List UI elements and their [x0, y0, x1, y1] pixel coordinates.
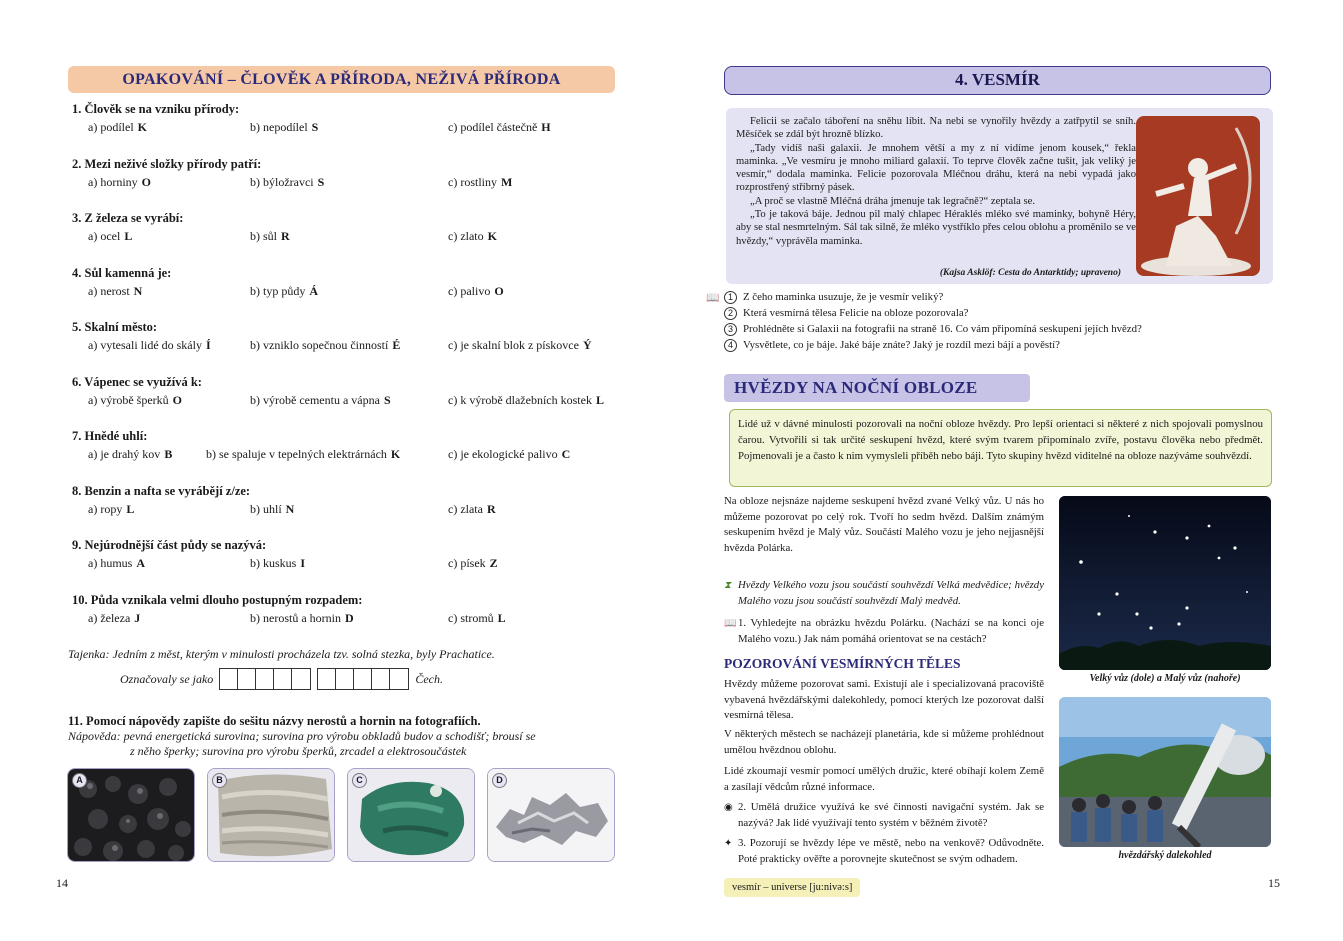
mineral-photo-coal	[67, 768, 195, 862]
answer-prefix: Označovaly se jako	[120, 671, 214, 686]
option-text: a) je drahý kov	[88, 447, 161, 461]
mineral-photo-silver	[487, 768, 615, 862]
option-text: a) železa	[88, 610, 131, 625]
option-letter: D	[344, 610, 354, 625]
option-letter: Ý	[582, 338, 592, 352]
big-dipper-text: Na obloze nejsnáze najdeme seskupení hvězd zvané Velký vůz. U nás ho můžeme pozorovat po celý rok. Tvoří ho sedm hvězd. Dalším známým seskupením hvězd je Malý vůz. Součástí Malého vozu je jeho nejjasnější hvězda Polárka.	[724, 495, 1044, 554]
option-text: b) býložravci	[250, 174, 314, 189]
lightbulb-icon: ✦	[724, 838, 733, 849]
option-text: a) podílel	[88, 120, 134, 134]
story-text	[736, 115, 1136, 248]
question-title: 6. Vápenec se využívá k:	[72, 374, 202, 389]
option-text: a) vytesali lidé do skály	[88, 338, 202, 352]
telescope-caption: hvězdářský dalekohled	[1118, 850, 1212, 861]
option-c	[448, 284, 504, 299]
note-text: Hvězdy Velkého vozu jsou součástí souhvězdí Velká medvědice; hvězdy Malého vozu jsou součástí souhvězdí Malý medvěd.	[738, 579, 1044, 607]
option-text: c) k výrobě dlažebních kostek	[448, 392, 592, 407]
option-b	[206, 447, 400, 462]
option-letter: J	[134, 610, 141, 625]
metal-ore-image	[488, 769, 615, 862]
gneiss-image	[208, 769, 335, 862]
option-b	[250, 120, 318, 135]
option-text: a) ropy	[88, 501, 123, 516]
question-options	[72, 229, 632, 247]
option-text: c) podílel částečně	[448, 120, 538, 134]
question-text: Prohlédněte si Galaxii na fotografii na straně 16. Co vám připomíná seskupení jejích hvězd?	[743, 323, 1142, 335]
book-icon: 📖	[724, 618, 737, 629]
question-number: 4	[724, 339, 737, 352]
quiz-question	[72, 319, 632, 374]
option-letter: S	[317, 174, 325, 189]
option-a	[88, 611, 140, 626]
task-3-text: 3. Pozorují se hvězdy lépe ve městě, nebo na venkově? Odůvodněte. Poté prakticky ověřte a porovnejte skutečnost se svým odhadem.	[738, 837, 1044, 865]
question-number: 2	[724, 307, 737, 320]
option-b	[250, 175, 324, 190]
option-a	[88, 502, 134, 517]
option-b	[250, 338, 400, 353]
option-letter: H	[541, 120, 551, 134]
option-letter: S	[383, 392, 391, 407]
option-c	[448, 556, 498, 571]
option-c	[448, 393, 604, 408]
quiz-question	[72, 210, 632, 265]
option-letter: O	[172, 392, 182, 407]
page-number-right: 15	[1268, 876, 1280, 890]
observation-subtitle: POZOROVÁNÍ VESMÍRNÝCH TĚLES	[724, 656, 961, 671]
option-letter: K	[137, 120, 147, 134]
option-a	[88, 338, 211, 353]
option-text: b) kuskus	[250, 556, 297, 570]
option-c	[448, 229, 497, 244]
option-a	[88, 556, 145, 571]
question-options	[72, 556, 632, 574]
coal-image	[68, 769, 195, 862]
question-11-hint: Nápověda: pevná energetická surovina; surovina pro výrobu obkladů budov a schodišť; brousí se	[68, 729, 536, 743]
option-text: c) zlata	[448, 501, 483, 516]
option-b	[250, 611, 354, 626]
option-letter: R	[486, 501, 496, 516]
question-title: 7. Hnědé uhlí:	[72, 429, 148, 443]
option-b	[250, 284, 318, 299]
quiz-question	[72, 101, 632, 156]
option-letter: B	[164, 447, 173, 461]
option-text: c) rostliny	[448, 174, 497, 189]
question-text: Vysvětlete, co je báje. Jaké báje znáte? Jaký je rozdíl mezi bájí a pověstí?	[743, 339, 1060, 351]
observation-text-3: Lidé zkoumají vesmír pomocí umělých družic, které obíhají kolem Země a zasílají vědcům různé informace.	[724, 765, 1044, 793]
photo-tag: A	[72, 773, 87, 788]
option-text: a) výrobě šperků	[88, 392, 169, 407]
right-page	[672, 0, 1343, 941]
story-question	[706, 305, 1306, 321]
night-sky-caption: Velký vůz (dole) a Malý vůz (nahoře)	[1089, 673, 1241, 684]
option-text: b) sůl	[250, 229, 277, 243]
left-page-header: OPAKOVÁNÍ – ČLOVĚK A PŘÍRODA, NEŽIVÁ PŘÍRODA	[68, 66, 615, 93]
question-options	[72, 175, 632, 193]
question-text: Která vesmírná tělesa Felicie na obloze pozorovala?	[743, 307, 969, 319]
story-question	[706, 321, 1306, 337]
option-text: c) palivo	[448, 283, 491, 298]
chapter-title: 4. VESMÍR	[724, 66, 1271, 95]
story-paragraph: „Tady vidíš naši galaxii. Je mnohem větší a my z ní vidíme jenom kousek,“ řekla maminka. „Ve vesmíru je mnoho miliard galaxií. To teprve člověk začne tušit, jak veliký je vesmír,“ dodala maminka. Felicie pozorovala Mléčnou dráhu, která na nebi vypadá jako rozprostřený stříbrný pásek.	[736, 142, 1136, 194]
story-paragraph: „A proč se vlastně Mléčná dráha jmenuje tak legračně?“ zeptala se.	[750, 195, 1036, 207]
vocabulary-box: vesmír – universe [ju:nivə:s]	[724, 878, 860, 897]
question-title: 10. Půda vznikala velmi dlouho postupným rozpadem:	[72, 592, 363, 607]
green-mineral-image	[348, 769, 475, 862]
option-c	[448, 447, 570, 462]
option-text: a) humus	[88, 556, 133, 570]
question-number: 1	[724, 291, 737, 304]
question-number: 3	[724, 323, 737, 336]
option-text: b) vzniklo sopečnou činností	[250, 338, 389, 352]
option-b	[250, 229, 290, 244]
option-letter: M	[501, 174, 513, 189]
option-letter: R	[281, 229, 290, 243]
option-b	[250, 393, 391, 408]
option-c	[448, 338, 592, 353]
option-text: c) písek	[448, 556, 486, 570]
option-letter: L	[497, 610, 506, 625]
question-title: 3. Z železa se vyrábí:	[72, 211, 184, 225]
quiz-question	[72, 428, 632, 483]
owl-icon: ◉	[724, 802, 733, 813]
quiz-question	[72, 265, 632, 320]
option-letter: L	[595, 392, 604, 407]
option-text: c) stromů	[448, 610, 494, 625]
question-options	[72, 502, 632, 520]
observation-text-2: V některých městech se nacházejí planetária, kde si můžeme prohlédnout umělou hvězdnou oblohu.	[724, 728, 1044, 756]
option-c	[448, 120, 551, 135]
option-letter: L	[124, 229, 133, 243]
quiz-question	[72, 483, 632, 538]
option-letter: K	[487, 229, 497, 243]
question-11-title: 11. Pomocí nápovědy zapište do sešitu názvy nerostů a hornin na fotografiích.	[68, 714, 481, 728]
question-options	[72, 120, 632, 138]
question-options	[72, 611, 632, 629]
option-letter: É	[392, 338, 401, 352]
section-title: HVĚZDY NA NOČNÍ OBLOZE	[724, 374, 1030, 402]
option-letter: N	[285, 501, 295, 516]
question-options	[72, 393, 632, 411]
answer-row	[120, 668, 443, 690]
intro-box: Lidé už v dávné minulosti pozorovali na noční obloze hvězdy. Pro lepší orientaci si některé z nich spojovali pomyslnou čarou. Vytvořili si tak určité seskupení hvězd, které svým tvarem připomínalo zvíře, postavu člověka nebo předmět. Pojmenovali je a často k nim vymysleli příběh nebo báji. Tyto skupiny hvězd viditelné na obloze nazýváme souhvězdí.	[729, 409, 1272, 487]
photo-tag: B	[212, 773, 227, 788]
night-sky-image	[1059, 496, 1271, 670]
photo-tag: C	[352, 773, 367, 788]
story-question	[706, 289, 1306, 305]
quiz-question	[72, 592, 632, 647]
question-options	[72, 447, 632, 465]
task-3	[724, 836, 1044, 867]
option-letter: Á	[309, 283, 319, 298]
question-11	[68, 714, 618, 759]
story-paragraph: Felicii se začalo táboření na sněhu líbit. Na nebi se vynořily hvězdy a zatřpytil se sníh. Měsíček se zdál být hrozně blízko.	[736, 116, 1136, 141]
option-text: a) ocel	[88, 229, 121, 243]
option-letter: Z	[489, 556, 498, 570]
constellation-note	[724, 578, 1044, 609]
task-1-text: 1. Vyhledejte na obrázku hvězdu Polárku. (Nachází se na konci oje Malého vozu.) Jak nám pomáhá orientovat se na cestách?	[738, 617, 1044, 645]
option-letter: S	[311, 120, 319, 134]
question-title: 8. Benzin a nafta se vyrábějí z/ze:	[72, 483, 251, 498]
task-2	[724, 800, 1044, 831]
question-text: Z čeho maminka usuzuje, že je vesmír veliký?	[743, 291, 944, 303]
question-title: 2. Mezi neživé složky přírody patří:	[72, 156, 262, 171]
option-c	[448, 502, 496, 517]
page-number-left: 14	[56, 876, 68, 890]
quiz-question	[72, 374, 632, 429]
question-title: 5. Skalní město:	[72, 320, 158, 334]
quiz-question	[72, 156, 632, 211]
observation-text-1: Hvězdy můžeme pozorovat sami. Existují ale i specializovaná pracoviště vybavená hvězdářskými dalekohledy, pomocí kterých lze pozorovat další vesmírná tělesa.	[724, 678, 1044, 721]
option-c	[448, 611, 506, 626]
option-text: b) uhlí	[250, 501, 282, 516]
option-a	[88, 284, 142, 299]
question-title: 9. Nejúrodnější část půdy se nazývá:	[72, 538, 267, 552]
option-letter: O	[494, 283, 504, 298]
hourglass-icon: ⧗	[724, 580, 732, 591]
option-letter: I	[300, 556, 306, 570]
question-options	[72, 338, 632, 356]
option-letter: C	[561, 447, 571, 461]
option-letter: A	[136, 556, 145, 570]
option-text: b) nerostů a hornin	[250, 610, 341, 625]
option-text: b) nepodílel	[250, 120, 308, 134]
option-text: c) zlato	[448, 229, 484, 243]
task-1	[724, 616, 1044, 647]
option-text: b) typ půdy	[250, 283, 306, 298]
tajenka: Tajenka: Jedním z měst, kterým v minulosti procházela tzv. solná stezka, byly Prachatice.	[68, 647, 495, 661]
heracles-statue-image	[1136, 116, 1260, 276]
photo-tag: D	[492, 773, 507, 788]
question-title: 1. Člověk se na vzniku přírody:	[72, 102, 240, 116]
option-text: b) výrobě cementu a vápna	[250, 392, 380, 407]
book-icon: 📖	[706, 291, 720, 304]
option-a	[88, 393, 182, 408]
telescope-image	[1059, 697, 1271, 847]
mineral-photo-gneiss	[207, 768, 335, 862]
story-paragraph: „To je taková báje. Jednou pil malý chlapec Héraklés mléko své maminky, bohyně Héry, aby se stal nesmrtelným. Sál tak silně, že mléko vystříklo přes celou oblohu a proměnilo se ve hvězdy,“ vyprávěla maminka.	[736, 209, 1136, 247]
option-text: c) je ekologické palivo	[448, 447, 558, 461]
question-title: 4. Sůl kamenná je:	[72, 265, 172, 280]
option-c	[448, 175, 512, 190]
option-letter: L	[126, 501, 135, 516]
quiz	[72, 101, 632, 646]
story-questions	[706, 289, 1306, 353]
option-a	[88, 229, 132, 244]
answer-suffix: Čech.	[415, 671, 443, 686]
option-text: a) horniny	[88, 174, 138, 189]
option-letter: Í	[205, 338, 211, 352]
quiz-question	[72, 537, 632, 592]
story-box	[726, 108, 1273, 284]
mineral-photo-malachite	[347, 768, 475, 862]
option-text: b) se spaluje v tepelných elektrárnách	[206, 447, 387, 461]
task-2-text: 2. Umělá družice využívá ke své činnosti navigační systém. Jak se nazývá? Jak lidé využívají tento systém v běžném životě?	[738, 801, 1044, 829]
answer-boxes-1	[219, 668, 311, 690]
story-question	[706, 337, 1306, 353]
option-letter: K	[390, 447, 401, 461]
option-text: a) nerost	[88, 283, 130, 298]
option-text: c) je skalní blok z pískovce	[448, 338, 579, 352]
question-options	[72, 284, 632, 302]
story-source: (Kajsa Asklöf: Cesta do Antarktidy; upraveno)	[939, 268, 1121, 278]
option-a	[88, 120, 147, 135]
option-letter: O	[141, 174, 151, 189]
option-a	[88, 175, 151, 190]
option-b	[250, 502, 294, 517]
option-letter: N	[133, 283, 143, 298]
answer-boxes-2	[317, 668, 409, 690]
question-11-hint-cont: z něho šperky; surovina pro výrobu šperků, zrcadel a elektrosoučástek	[130, 744, 467, 758]
option-b	[250, 556, 305, 571]
option-a	[88, 447, 172, 462]
